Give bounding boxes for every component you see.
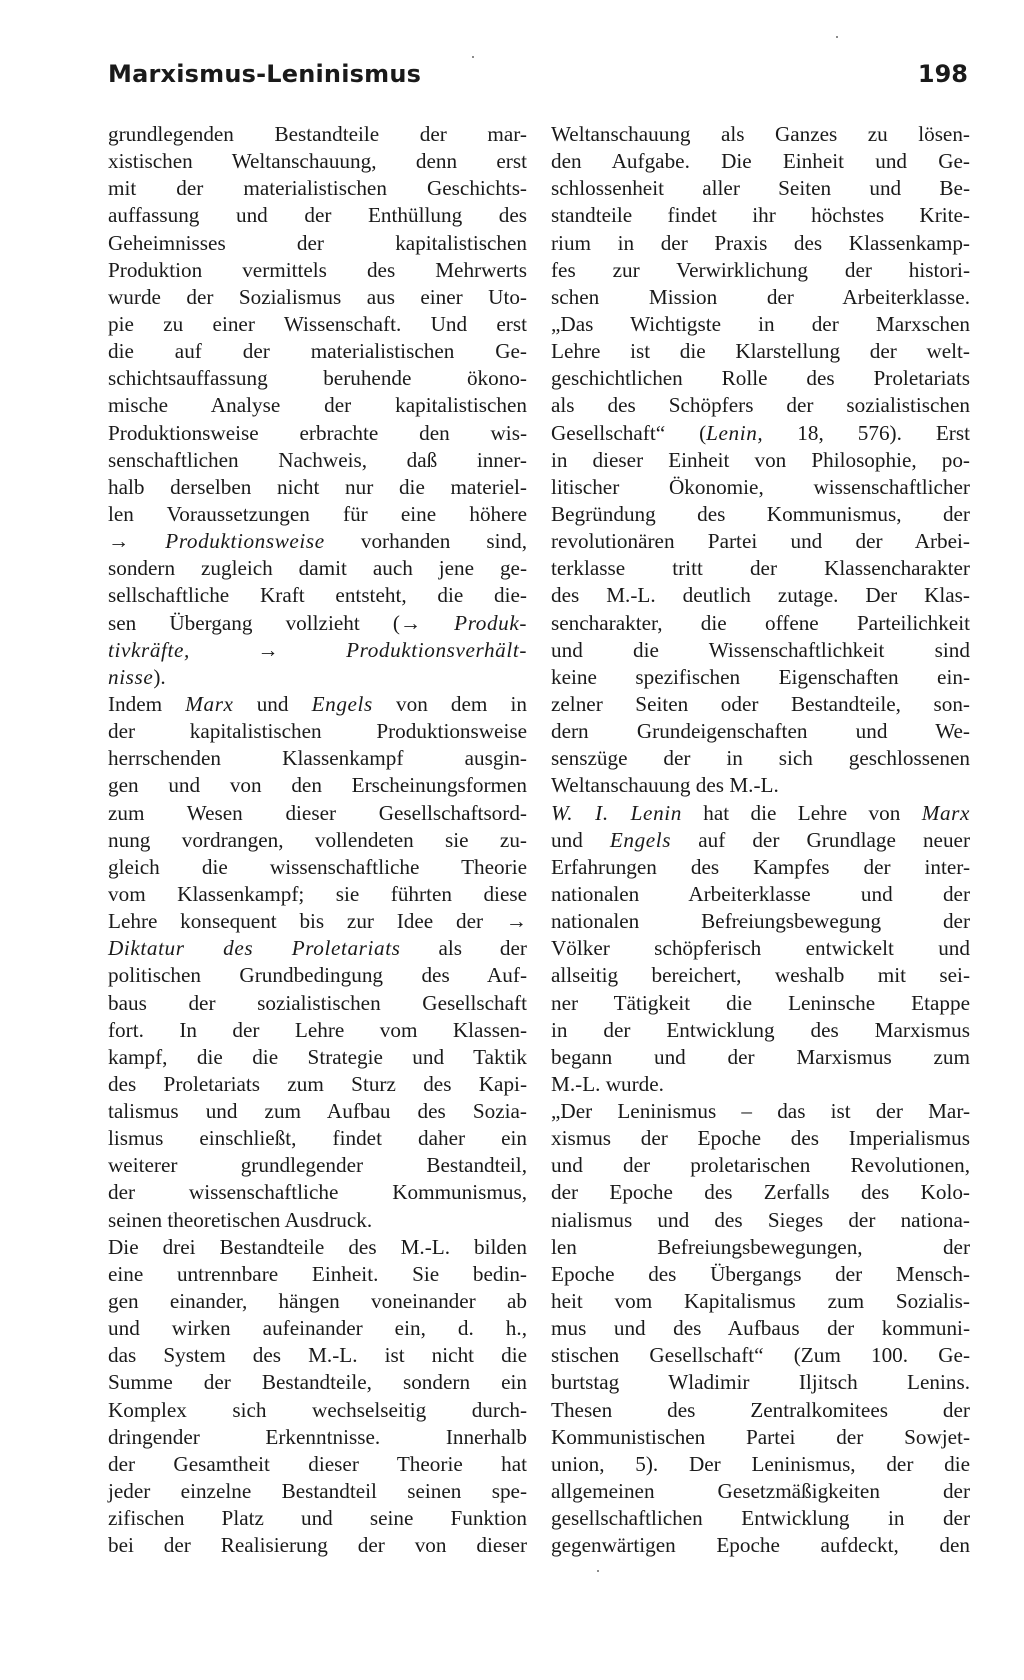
text-line xyxy=(108,202,527,229)
text-run: und der proletarischen Revolutionen, xyxy=(551,1153,970,1178)
text-run: terklasse tritt der Klassencharakter xyxy=(551,556,970,581)
text-run: kampf, die die Strategie und Taktik xyxy=(108,1044,527,1069)
text-run: len Voraussetzungen für eine höhere xyxy=(108,501,527,526)
text-run: mische Analyse der kapitalistischen xyxy=(108,393,527,418)
text-line xyxy=(108,1098,527,1125)
text-line xyxy=(108,528,527,555)
print-speck xyxy=(472,56,474,58)
text-run: Gesellschaft“ ( xyxy=(551,420,707,445)
text-line xyxy=(108,1207,527,1234)
text-run: zifischen Platz und seine Funktion xyxy=(108,1506,527,1531)
text-run: dringender Erkenntnisse. Innerhalb xyxy=(108,1424,527,1449)
text-line xyxy=(108,962,527,989)
text-run: der wissenschaftliche Kommunismus, xyxy=(108,1180,527,1205)
text-line xyxy=(108,420,527,447)
text-line xyxy=(108,990,527,1017)
text-run: talismus und zum Aufbau des Sozia- xyxy=(108,1099,527,1124)
text-run: fort. In der Lehre vom Klassen- xyxy=(108,1017,527,1042)
text-run: dern Grundeigenschaften und We- xyxy=(551,719,970,744)
text-line xyxy=(108,365,527,392)
emphasized-term: Engels xyxy=(609,827,672,852)
text-run: eine untrennbare Einheit. Sie bedin- xyxy=(108,1261,527,1286)
text-run: in dieser Einheit von Philosophie, po- xyxy=(551,447,970,472)
text-line xyxy=(551,1532,970,1559)
text-line xyxy=(551,284,970,311)
text-line xyxy=(551,745,970,772)
text-run: Kommunistischen Partei der Sowjet- xyxy=(551,1424,970,1449)
text-run: Summe der Bestandteile, sondern ein xyxy=(108,1370,527,1395)
text-run: nationalen Arbeiterklasse und der xyxy=(551,881,970,906)
text-run: len Befreiungsbewegungen, der xyxy=(551,1234,970,1259)
text-run: Völker schöpferisch entwickelt und xyxy=(551,936,970,961)
text-run: des Proletariats zum Sturz des Kapi- xyxy=(108,1071,527,1096)
text-run: sencharakter, die offene Parteilichkeit xyxy=(551,610,970,635)
text-line xyxy=(108,745,527,772)
text-run: 18, 576). Erst xyxy=(763,420,970,445)
text-run: vorhanden sind, xyxy=(324,529,528,554)
text-run: zum Wesen dieser Gesellschaftsord- xyxy=(108,800,527,825)
text-run: allseitig bereichert, weshalb mit sei- xyxy=(551,963,970,988)
text-run: lismus einschließt, findet daher ein xyxy=(108,1126,527,1151)
text-run: in der Entwicklung des Marxismus xyxy=(551,1017,970,1042)
text-line xyxy=(551,1044,970,1071)
text-line xyxy=(108,1342,527,1369)
text-run: Weltanschauung des M.-L. xyxy=(551,773,779,798)
text-run: burtstag Wladimir Iljitsch Lenins. xyxy=(551,1370,970,1395)
text-run: als des Schöpfers der sozialistischen xyxy=(551,393,970,418)
text-run: der kapitalistischen Produktionsweise xyxy=(108,719,527,744)
text-run: schen Mission der Arbeiterklasse. xyxy=(551,284,970,309)
text-run: zelner Seiten oder Bestandteile, son- xyxy=(551,691,970,716)
text-line xyxy=(108,854,527,881)
text-run: senszüge der in sich geschlossenen xyxy=(551,746,970,771)
text-run: ). xyxy=(153,664,166,689)
text-line xyxy=(551,1017,970,1044)
text-line xyxy=(551,691,970,718)
text-run: und wirken aufeinander ein, d. h., xyxy=(108,1316,527,1341)
right-text-column xyxy=(551,121,970,1559)
text-run: mus und des Aufbaus der kommuni- xyxy=(551,1316,970,1341)
text-line xyxy=(108,121,527,148)
text-line xyxy=(551,800,970,827)
text-run: halb derselben nicht nur die materiel- xyxy=(108,474,527,499)
text-line xyxy=(108,1505,527,1532)
text-run: wurde der Sozialismus aus einer Uto- xyxy=(108,284,527,309)
text-line xyxy=(551,637,970,664)
text-run: schichtsauffassung beruhende ökono- xyxy=(108,366,527,391)
text-line xyxy=(108,1532,527,1559)
text-line xyxy=(108,1071,527,1098)
text-run: mit der materialistischen Geschichts- xyxy=(108,176,527,201)
text-line xyxy=(108,392,527,419)
emphasized-term: Produktionsverhält- xyxy=(346,637,527,662)
text-line xyxy=(108,691,527,718)
text-run: Thesen des Zentralkomitees der xyxy=(551,1397,970,1422)
text-line xyxy=(551,718,970,745)
text-line xyxy=(551,338,970,365)
text-line xyxy=(108,718,527,745)
text-line xyxy=(551,1451,970,1478)
text-run: und xyxy=(233,691,312,716)
text-line xyxy=(551,1179,970,1206)
text-run: union, 5). Der Leninismus, der die xyxy=(551,1451,970,1476)
text-run: „Das Wichtigste in der Marxschen xyxy=(551,311,970,336)
text-run: und xyxy=(551,827,610,852)
text-run: schlossenheit aller Seiten und Be- xyxy=(551,176,970,201)
text-line xyxy=(108,284,527,311)
text-run: Lehre konsequent bis zur Idee der → xyxy=(108,909,527,934)
text-line xyxy=(108,1288,527,1315)
text-line xyxy=(108,501,527,528)
text-line xyxy=(551,582,970,609)
text-line xyxy=(108,311,527,338)
text-line xyxy=(551,1315,970,1342)
text-line xyxy=(551,881,970,908)
text-run: → xyxy=(108,529,166,554)
text-line xyxy=(551,311,970,338)
text-run: und die Wissenschaftlichkeit sind xyxy=(551,637,970,662)
text-line xyxy=(551,1098,970,1125)
emphasized-term: tivkräfte, xyxy=(108,637,190,662)
text-line xyxy=(551,257,970,284)
emphasized-term: Produk- xyxy=(454,610,527,635)
text-line xyxy=(551,1478,970,1505)
text-run: bei der Realisierung der von dieser xyxy=(108,1533,527,1558)
emphasized-term: Produktionsweise xyxy=(165,529,325,554)
text-line xyxy=(551,420,970,447)
text-run: standteile findet ihr höchstes Krite- xyxy=(551,203,970,228)
text-run: gen einander, hängen voneinander ab xyxy=(108,1289,527,1314)
text-line xyxy=(108,664,527,691)
emphasized-term: Marx xyxy=(185,691,234,716)
text-line xyxy=(108,338,527,365)
text-run: politischen Grundbedingung des Auf- xyxy=(108,963,527,988)
text-run: heit vom Kapitalismus zum Sozialis- xyxy=(551,1289,970,1314)
text-line xyxy=(108,1478,527,1505)
text-run: der Epoche des Zerfalls des Kolo- xyxy=(551,1180,970,1205)
text-run: Erfahrungen des Kampfes der inter- xyxy=(551,854,970,879)
text-run: ner Tätigkeit die Leninsche Etappe xyxy=(551,990,970,1015)
text-run: senschaftlichen Nachweis, daß inner- xyxy=(108,447,527,472)
text-run: gen und von den Erscheinungsformen xyxy=(108,773,527,798)
text-line xyxy=(551,962,970,989)
text-line xyxy=(551,854,970,881)
text-run: sen Übergang vollzieht (→ xyxy=(108,610,455,635)
text-line xyxy=(551,1234,970,1261)
emphasized-term: W. I. Lenin xyxy=(551,800,682,825)
text-line xyxy=(108,610,527,637)
text-run: stischen Gesellschaft“ (Zum 100. Ge- xyxy=(551,1343,970,1368)
text-run: Begründung des Kommunismus, der xyxy=(551,501,970,526)
text-line xyxy=(551,392,970,419)
text-line xyxy=(108,1125,527,1152)
text-run: weiterer grundlegender Bestandteil, xyxy=(108,1153,527,1178)
text-line xyxy=(108,555,527,582)
text-run: Weltanschauung als Ganzes zu lösen- xyxy=(551,122,970,146)
text-run: xistischen Weltanschauung, denn erst xyxy=(108,149,527,174)
emphasized-term: nisse xyxy=(108,664,154,689)
text-run: gesellschaftlichen Entwicklung in der xyxy=(551,1506,970,1531)
text-line xyxy=(551,990,970,1017)
text-line xyxy=(551,447,970,474)
text-line xyxy=(551,148,970,175)
text-line xyxy=(551,555,970,582)
emphasized-term: Marx xyxy=(921,800,970,825)
text-run: nialismus und des Sieges der nationa- xyxy=(551,1207,970,1232)
text-line xyxy=(108,1152,527,1179)
text-line xyxy=(108,1179,527,1206)
text-run: gleich die wissenschaftliche Theorie xyxy=(108,854,527,879)
text-line xyxy=(108,1044,527,1071)
text-line xyxy=(551,908,970,935)
text-run: geschichtlichen Rolle des Proletariats xyxy=(551,366,970,391)
text-run: „Der Leninismus – das ist der Mar- xyxy=(551,1099,970,1124)
text-line xyxy=(108,175,527,202)
text-line xyxy=(108,935,527,962)
text-line xyxy=(551,1125,970,1152)
text-line xyxy=(108,474,527,501)
text-run: baus der sozialistischen Gesellschaft xyxy=(108,990,527,1015)
text-run: nung vordrangen, vollendeten sie zu- xyxy=(108,827,527,852)
text-line xyxy=(108,1424,527,1451)
text-line xyxy=(108,1451,527,1478)
text-run: des M.-L. deutlich zutage. Der Klas- xyxy=(551,583,970,608)
text-line xyxy=(108,148,527,175)
text-line xyxy=(108,1017,527,1044)
text-run: nationalen Befreiungsbewegung der xyxy=(551,909,970,934)
text-line xyxy=(551,664,970,691)
text-line xyxy=(551,230,970,257)
left-text-column xyxy=(108,121,527,1559)
text-run: revolutionären Partei und der Arbei- xyxy=(551,529,970,554)
text-line xyxy=(108,582,527,609)
text-line xyxy=(551,1369,970,1396)
text-run: Die drei Bestandteile des M.-L. bilden xyxy=(108,1234,527,1259)
text-run: begann und der Marxismus zum xyxy=(551,1044,970,1069)
text-run: herrschenden Klassenkampf ausgin- xyxy=(108,746,527,771)
text-line xyxy=(551,202,970,229)
text-run: der Gesamtheit dieser Theorie hat xyxy=(108,1451,527,1476)
text-line xyxy=(551,1505,970,1532)
text-line xyxy=(551,121,970,148)
emphasized-term: Diktatur des Proletariats xyxy=(108,936,401,961)
text-line xyxy=(108,1234,527,1261)
text-line xyxy=(108,908,527,935)
text-run: xismus der Epoche des Imperialismus xyxy=(551,1126,970,1151)
text-line xyxy=(108,1369,527,1396)
text-run: Geheimnisses der kapitalistischen xyxy=(108,230,527,255)
text-line xyxy=(551,175,970,202)
text-line xyxy=(108,447,527,474)
text-line xyxy=(551,1152,970,1179)
text-line xyxy=(108,257,527,284)
text-line xyxy=(551,1424,970,1451)
text-line xyxy=(108,772,527,799)
text-line xyxy=(551,1207,970,1234)
print-speck xyxy=(836,36,838,38)
text-run: M.-L. wurde. xyxy=(551,1071,664,1096)
text-line xyxy=(551,1288,970,1315)
print-speck xyxy=(597,1570,599,1572)
text-run: Produktionsweise erbrachte den wis- xyxy=(108,420,527,445)
text-line xyxy=(551,827,970,854)
page-number: 198 xyxy=(917,60,968,88)
text-line xyxy=(551,1342,970,1369)
text-run: das System des M.-L. ist nicht die xyxy=(108,1343,527,1368)
text-line xyxy=(108,1397,527,1424)
text-run: Lehre ist die Klarstellung der welt- xyxy=(551,339,970,364)
text-run: → xyxy=(189,637,347,662)
text-run: Produktion vermittels des Mehrwerts xyxy=(108,257,527,282)
text-line xyxy=(108,1261,527,1288)
text-run: litischer Ökonomie, wissenschaftlicher xyxy=(551,474,970,499)
text-line xyxy=(551,528,970,555)
text-run: grundlegenden Bestandteile der mar- xyxy=(108,122,527,146)
text-run: pie zu einer Wissenschaft. Und erst xyxy=(108,311,527,336)
running-title: Marxismus-Leninismus xyxy=(108,60,422,88)
text-run: auf der Grundlage neuer xyxy=(671,827,970,852)
text-line xyxy=(551,935,970,962)
text-line xyxy=(108,637,527,664)
text-line xyxy=(551,772,970,799)
text-line xyxy=(108,230,527,257)
text-line xyxy=(551,474,970,501)
text-run: den Aufgabe. Die Einheit und Ge- xyxy=(551,149,970,174)
text-line xyxy=(551,1071,970,1098)
text-line xyxy=(108,881,527,908)
text-line xyxy=(551,501,970,528)
text-run: vom Klassenkampf; sie führten diese xyxy=(108,881,527,906)
text-run: Indem xyxy=(108,691,186,716)
text-line xyxy=(108,827,527,854)
text-run: auffassung und der Enthüllung des xyxy=(108,203,527,228)
text-line xyxy=(551,1397,970,1424)
text-run: von dem in xyxy=(372,691,527,716)
text-run: rium in der Praxis des Klassenkamp- xyxy=(551,230,970,255)
text-run: allgemeinen Gesetzmäßigkeiten der xyxy=(551,1479,970,1504)
text-run: als der xyxy=(400,936,527,961)
text-run: seinen theoretischen Ausdruck. xyxy=(108,1207,373,1232)
text-run: jeder einzelne Bestandteil seinen spe- xyxy=(108,1479,527,1504)
text-run: fes zur Verwirklichung der histori- xyxy=(551,257,970,282)
text-run: Komplex sich wechselseitig durch- xyxy=(108,1397,527,1422)
text-line xyxy=(551,365,970,392)
text-run: sellschaftliche Kraft entsteht, die die- xyxy=(108,583,527,608)
text-run: keine spezifischen Eigenschaften ein- xyxy=(551,664,970,689)
emphasized-term: Engels xyxy=(311,691,373,716)
text-run: hat die Lehre von xyxy=(681,800,922,825)
text-line xyxy=(108,1315,527,1342)
text-run: sondern zugleich damit auch jene ge- xyxy=(108,556,527,581)
text-run: Epoche des Übergangs der Mensch- xyxy=(551,1261,970,1286)
emphasized-term: Lenin, xyxy=(706,420,764,445)
text-line xyxy=(108,800,527,827)
text-run: die auf der materialistischen Ge- xyxy=(108,339,527,364)
text-line xyxy=(551,610,970,637)
text-run: gegenwärtigen Epoche aufdeckt, den xyxy=(551,1533,970,1558)
text-line xyxy=(551,1261,970,1288)
